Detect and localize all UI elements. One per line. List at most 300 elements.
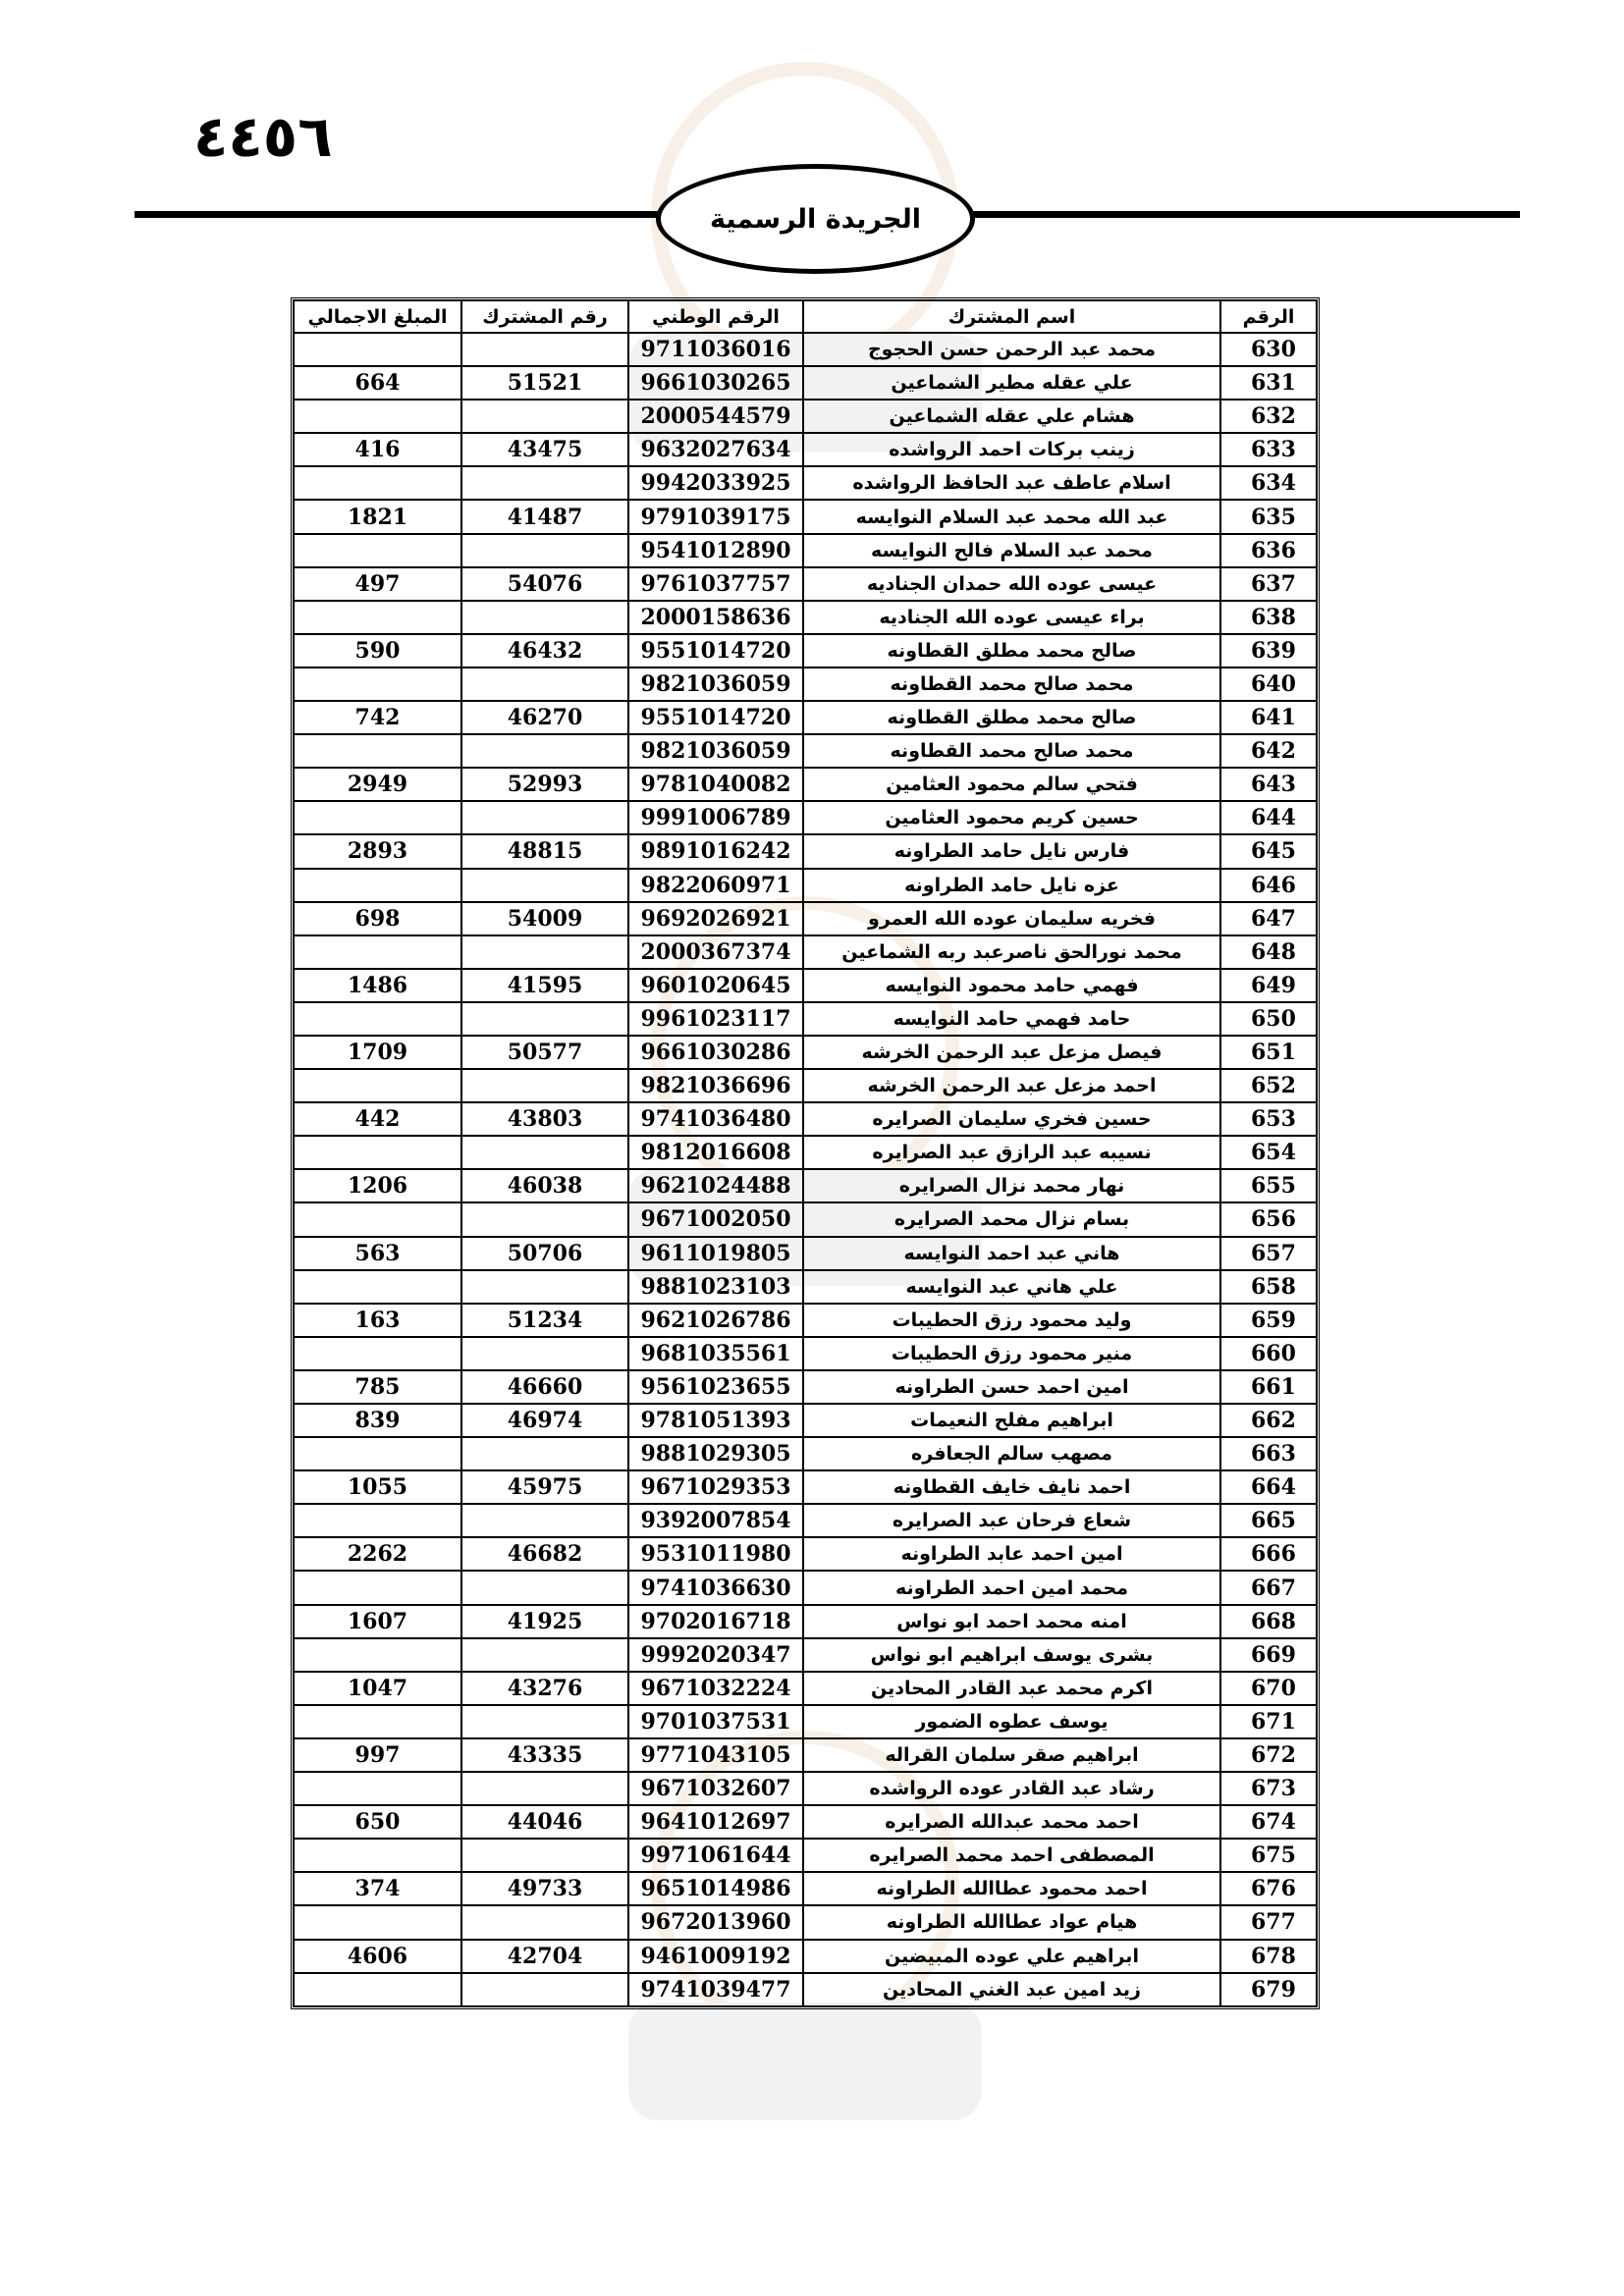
cell-national-id: 9551014720 <box>628 701 803 734</box>
cell-no: 642 <box>1220 734 1317 768</box>
cell-national-id: 9821036059 <box>628 667 803 701</box>
cell-national-id: 9672013960 <box>628 1905 803 1939</box>
table-row <box>294 1370 1317 1404</box>
cell-subscriber-no <box>461 1571 628 1604</box>
cell-no: 643 <box>1220 768 1317 801</box>
cell-name: فهمي حامد محمود النوايسه <box>803 969 1220 1002</box>
cell-no: 666 <box>1220 1537 1317 1571</box>
cell-name: عبد الله محمد عبد السلام النوايسه <box>803 500 1220 533</box>
cell-total-amount: 163 <box>294 1304 461 1337</box>
cell-subscriber-no: 41595 <box>461 969 628 1002</box>
cell-name: رشاد عبد القادر عوده الرواشده <box>803 1772 1220 1805</box>
cell-no: 665 <box>1220 1504 1317 1537</box>
cell-no: 651 <box>1220 1036 1317 1069</box>
cell-national-id: 9992020347 <box>628 1638 803 1672</box>
cell-national-id: 9551014720 <box>628 634 803 667</box>
table-row <box>294 1872 1317 1905</box>
table-row <box>294 801 1317 834</box>
cell-total-amount <box>294 1638 461 1672</box>
cell-no: 634 <box>1220 466 1317 500</box>
cell-national-id: 9671032607 <box>628 1772 803 1805</box>
cell-no: 649 <box>1220 969 1317 1002</box>
table-row <box>294 1772 1317 1805</box>
cell-name: علي عقله مطير الشماعين <box>803 366 1220 400</box>
cell-national-id: 9671029353 <box>628 1470 803 1504</box>
cell-total-amount <box>294 1504 461 1537</box>
gazette-title: الجريدة الرسمية <box>710 203 921 235</box>
cell-subscriber-no: 46974 <box>461 1404 628 1437</box>
cell-national-id: 9791039175 <box>628 500 803 533</box>
table-row <box>294 1504 1317 1537</box>
cell-national-id: 9641012697 <box>628 1805 803 1839</box>
table-row <box>294 667 1317 701</box>
cell-total-amount <box>294 1437 461 1470</box>
cell-subscriber-no <box>461 801 628 834</box>
cell-national-id: 9651014986 <box>628 1872 803 1905</box>
cell-name: وليد محمود رزق الحطيبات <box>803 1304 1220 1337</box>
cell-name: ابراهيم صقر سلمان القراله <box>803 1738 1220 1772</box>
cell-subscriber-no <box>461 1270 628 1304</box>
cell-national-id: 9711036016 <box>628 333 803 366</box>
cell-no: 657 <box>1220 1237 1317 1270</box>
table-row <box>294 1270 1317 1304</box>
table-row <box>294 734 1317 768</box>
table-row <box>294 969 1317 1002</box>
cell-name: فيصل مزعل عبد الرحمن الخرشه <box>803 1036 1220 1069</box>
header-total-amount: المبلغ الاجمالي <box>294 300 461 333</box>
cell-subscriber-no <box>461 935 628 969</box>
cell-name: براء عيسى عوده الله الجناديه <box>803 601 1220 634</box>
cell-total-amount: 698 <box>294 902 461 935</box>
table-row <box>294 1905 1317 1939</box>
table-row <box>294 1571 1317 1604</box>
cell-name: فخريه سليمان عوده الله العمرو <box>803 902 1220 935</box>
cell-no: 630 <box>1220 333 1317 366</box>
table-row <box>294 935 1317 969</box>
cell-name: اكرم محمد عبد القادر المحادين <box>803 1672 1220 1705</box>
cell-name: محمد عبد السلام فالح النوايسه <box>803 534 1220 567</box>
cell-no: 632 <box>1220 400 1317 433</box>
cell-subscriber-no <box>461 1705 628 1738</box>
cell-total-amount <box>294 734 461 768</box>
subscribers-table-wrap <box>291 297 1314 2009</box>
cell-total-amount <box>294 869 461 902</box>
cell-no: 638 <box>1220 601 1317 634</box>
cell-subscriber-no: 49733 <box>461 1872 628 1905</box>
cell-no: 679 <box>1220 1973 1317 2006</box>
cell-name: عزه نايل حامد الطراونه <box>803 869 1220 902</box>
cell-national-id: 9891016242 <box>628 834 803 868</box>
cell-name: احمد نايف خايف القطاونه <box>803 1470 1220 1504</box>
cell-subscriber-no: 46270 <box>461 701 628 734</box>
cell-name: مصهب سالم الجعافره <box>803 1437 1220 1470</box>
table-row <box>294 1738 1317 1772</box>
cell-no: 677 <box>1220 1905 1317 1939</box>
cell-subscriber-no <box>461 667 628 701</box>
cell-national-id: 9961023117 <box>628 1002 803 1036</box>
cell-name: ابراهيم مفلح النعيمات <box>803 1404 1220 1437</box>
cell-total-amount <box>294 935 461 969</box>
cell-national-id: 9541012890 <box>628 534 803 567</box>
cell-national-id: 9781051393 <box>628 1404 803 1437</box>
cell-name: محمد نورالحق ناصرعبد ربه الشماعين <box>803 935 1220 969</box>
cell-national-id: 9771043105 <box>628 1738 803 1772</box>
cell-national-id: 9991006789 <box>628 801 803 834</box>
cell-subscriber-no <box>461 1772 628 1805</box>
cell-no: 672 <box>1220 1738 1317 1772</box>
cell-national-id: 9822060971 <box>628 869 803 902</box>
cell-national-id: 9821036696 <box>628 1069 803 1102</box>
cell-national-id: 9761037757 <box>628 567 803 601</box>
table-row <box>294 1638 1317 1672</box>
cell-total-amount <box>294 1839 461 1872</box>
cell-no: 631 <box>1220 366 1317 400</box>
table-row <box>294 400 1317 433</box>
cell-no: 671 <box>1220 1705 1317 1738</box>
cell-total-amount: 785 <box>294 1370 461 1404</box>
table-row <box>294 500 1317 533</box>
cell-total-amount: 1486 <box>294 969 461 1002</box>
table-row <box>294 634 1317 667</box>
cell-name: احمد محمد عبدالله الصرايره <box>803 1805 1220 1839</box>
cell-total-amount <box>294 1772 461 1805</box>
cell-no: 659 <box>1220 1304 1317 1337</box>
cell-subscriber-no: 51521 <box>461 366 628 400</box>
cell-subscriber-no: 50577 <box>461 1036 628 1069</box>
cell-subscriber-no: 44046 <box>461 1805 628 1839</box>
cell-name: منير محمود رزق الحطيبات <box>803 1337 1220 1370</box>
cell-no: 645 <box>1220 834 1317 868</box>
cell-total-amount <box>294 333 461 366</box>
cell-total-amount: 1821 <box>294 500 461 533</box>
cell-total-amount: 442 <box>294 1102 461 1136</box>
cell-national-id: 9692026921 <box>628 902 803 935</box>
table-header-row <box>294 300 1317 333</box>
table-row <box>294 1805 1317 1839</box>
header-subscriber-no: رقم المشترك <box>461 300 628 333</box>
cell-subscriber-no: 52993 <box>461 768 628 801</box>
header-oval <box>656 164 975 274</box>
cell-subscriber-no <box>461 1202 628 1236</box>
table-row <box>294 1839 1317 1872</box>
table-row <box>294 1136 1317 1169</box>
cell-subscriber-no: 54076 <box>461 567 628 601</box>
cell-national-id: 9881023103 <box>628 1270 803 1304</box>
cell-national-id: 9661030265 <box>628 366 803 400</box>
cell-national-id: 9611019805 <box>628 1237 803 1270</box>
table-row <box>294 1404 1317 1437</box>
cell-total-amount <box>294 667 461 701</box>
cell-name: محمد صالح محمد القطاونه <box>803 734 1220 768</box>
table-row <box>294 1470 1317 1504</box>
cell-name: زيد امين عبد الغني المحادين <box>803 1973 1220 2006</box>
cell-no: 662 <box>1220 1404 1317 1437</box>
cell-national-id: 9821036059 <box>628 734 803 768</box>
cell-no: 655 <box>1220 1169 1317 1202</box>
cell-national-id: 2000544579 <box>628 400 803 433</box>
cell-national-id: 9702016718 <box>628 1605 803 1638</box>
cell-national-id: 9781040082 <box>628 768 803 801</box>
cell-total-amount: 2893 <box>294 834 461 868</box>
cell-total-amount: 650 <box>294 1805 461 1839</box>
cell-national-id: 9561023655 <box>628 1370 803 1404</box>
cell-name: محمد صالح محمد القطاونه <box>803 667 1220 701</box>
cell-total-amount: 2262 <box>294 1537 461 1571</box>
table-row <box>294 366 1317 400</box>
cell-no: 647 <box>1220 902 1317 935</box>
cell-total-amount <box>294 466 461 500</box>
cell-total-amount: 839 <box>294 1404 461 1437</box>
cell-national-id: 9392007854 <box>628 1504 803 1537</box>
cell-total-amount: 997 <box>294 1738 461 1772</box>
cell-no: 633 <box>1220 433 1317 466</box>
cell-no: 650 <box>1220 1002 1317 1036</box>
cell-name: يوسف عطوه الضمور <box>803 1705 1220 1738</box>
cell-no: 653 <box>1220 1102 1317 1136</box>
cell-name: زينب بركات احمد الرواشده <box>803 433 1220 466</box>
cell-subscriber-no: 45975 <box>461 1470 628 1504</box>
cell-total-amount <box>294 534 461 567</box>
cell-total-amount: 497 <box>294 567 461 601</box>
cell-name: فارس نايل حامد الطراونه <box>803 834 1220 868</box>
cell-total-amount <box>294 1002 461 1036</box>
cell-name: هيام عواد عطاالله الطراونه <box>803 1905 1220 1939</box>
cell-no: 644 <box>1220 801 1317 834</box>
table-row <box>294 1605 1317 1638</box>
cell-national-id: 9601020645 <box>628 969 803 1002</box>
cell-national-id: 2000367374 <box>628 935 803 969</box>
cell-no: 668 <box>1220 1605 1317 1638</box>
cell-subscriber-no: 46682 <box>461 1537 628 1571</box>
header-no: الرقم <box>1220 300 1317 333</box>
cell-total-amount <box>294 1905 461 1939</box>
cell-total-amount: 1709 <box>294 1036 461 1069</box>
cell-subscriber-no: 51234 <box>461 1304 628 1337</box>
cell-name: بسام نزال محمد الصرايره <box>803 1202 1220 1236</box>
cell-subscriber-no: 46660 <box>461 1370 628 1404</box>
cell-subscriber-no <box>461 1638 628 1672</box>
table-row <box>294 1705 1317 1738</box>
cell-name: اسلام عاطف عبد الحافظ الرواشده <box>803 466 1220 500</box>
cell-subscriber-no <box>461 400 628 433</box>
cell-no: 664 <box>1220 1470 1317 1504</box>
table-row <box>294 1537 1317 1571</box>
table-row <box>294 1940 1317 1973</box>
table-row <box>294 834 1317 868</box>
cell-no: 648 <box>1220 935 1317 969</box>
cell-subscriber-no: 43803 <box>461 1102 628 1136</box>
cell-name: احمد محمود عطاالله الطراونه <box>803 1872 1220 1905</box>
table-row <box>294 1202 1317 1236</box>
table-row <box>294 902 1317 935</box>
cell-total-amount: 1047 <box>294 1672 461 1705</box>
cell-name: صالح محمد مطلق القطاونه <box>803 634 1220 667</box>
table-row <box>294 1169 1317 1202</box>
cell-subscriber-no <box>461 734 628 768</box>
table-row <box>294 1672 1317 1705</box>
cell-no: 654 <box>1220 1136 1317 1169</box>
table-row <box>294 1973 1317 2006</box>
cell-subscriber-no <box>461 601 628 634</box>
cell-name: هاني عبد احمد النوايسه <box>803 1237 1220 1270</box>
cell-total-amount <box>294 1337 461 1370</box>
cell-no: 639 <box>1220 634 1317 667</box>
cell-national-id: 9942033925 <box>628 466 803 500</box>
cell-no: 661 <box>1220 1370 1317 1404</box>
table-row <box>294 433 1317 466</box>
cell-name: امين احمد عابد الطراونه <box>803 1537 1220 1571</box>
cell-total-amount: 416 <box>294 433 461 466</box>
cell-subscriber-no <box>461 534 628 567</box>
cell-subscriber-no: 46038 <box>461 1169 628 1202</box>
cell-national-id: 2000158636 <box>628 601 803 634</box>
cell-name: امنه محمد احمد ابو نواس <box>803 1605 1220 1638</box>
table-row <box>294 869 1317 902</box>
cell-total-amount <box>294 601 461 634</box>
cell-total-amount <box>294 1973 461 2006</box>
cell-name: فتحي سالم محمود العثامين <box>803 768 1220 801</box>
cell-national-id: 9661030286 <box>628 1036 803 1069</box>
cell-national-id: 9881029305 <box>628 1437 803 1470</box>
cell-subscriber-no <box>461 333 628 366</box>
table-row <box>294 1437 1317 1470</box>
cell-subscriber-no: 43475 <box>461 433 628 466</box>
cell-total-amount <box>294 1270 461 1304</box>
cell-subscriber-no <box>461 1069 628 1102</box>
table-row <box>294 768 1317 801</box>
cell-no: 646 <box>1220 869 1317 902</box>
cell-no: 674 <box>1220 1805 1317 1839</box>
cell-no: 658 <box>1220 1270 1317 1304</box>
cell-name: محمد عبد الرحمن حسن الحجوج <box>803 333 1220 366</box>
cell-total-amount: 664 <box>294 366 461 400</box>
table-row <box>294 1337 1317 1370</box>
cell-subscriber-no <box>461 1136 628 1169</box>
table-row <box>294 466 1317 500</box>
cell-national-id: 9741036630 <box>628 1571 803 1604</box>
cell-total-amount <box>294 801 461 834</box>
cell-subscriber-no <box>461 1337 628 1370</box>
cell-total-amount: 563 <box>294 1237 461 1270</box>
header-national-id: الرقم الوطني <box>628 300 803 333</box>
cell-total-amount: 1206 <box>294 1169 461 1202</box>
cell-national-id: 9531011980 <box>628 1537 803 1571</box>
subscribers-table <box>291 297 1320 2009</box>
header-name: اسم المشترك <box>803 300 1220 333</box>
cell-total-amount: 590 <box>294 634 461 667</box>
cell-no: 675 <box>1220 1839 1317 1872</box>
table-row <box>294 1069 1317 1102</box>
cell-subscriber-no <box>461 1437 628 1470</box>
cell-total-amount <box>294 1705 461 1738</box>
table-row <box>294 534 1317 567</box>
cell-national-id: 9461009192 <box>628 1940 803 1973</box>
cell-national-id: 9741039477 <box>628 1973 803 2006</box>
cell-no: 637 <box>1220 567 1317 601</box>
cell-no: 670 <box>1220 1672 1317 1705</box>
cell-name: ابراهيم علي عوده المبيضين <box>803 1940 1220 1973</box>
page-number: ٤٤٥٦ <box>193 103 333 170</box>
cell-national-id: 9812016608 <box>628 1136 803 1169</box>
cell-no: 678 <box>1220 1940 1317 1973</box>
cell-total-amount <box>294 1202 461 1236</box>
table-row <box>294 1237 1317 1270</box>
cell-total-amount <box>294 1571 461 1604</box>
cell-name: نسيبه عبد الرازق عبد الصرايره <box>803 1136 1220 1169</box>
cell-name: حامد فهمي حامد النوايسه <box>803 1002 1220 1036</box>
table-row <box>294 567 1317 601</box>
cell-total-amount: 2949 <box>294 768 461 801</box>
cell-no: 641 <box>1220 701 1317 734</box>
cell-subscriber-no <box>461 1973 628 2006</box>
cell-total-amount <box>294 400 461 433</box>
table-row <box>294 1102 1317 1136</box>
cell-no: 640 <box>1220 667 1317 701</box>
cell-national-id: 9621026786 <box>628 1304 803 1337</box>
cell-total-amount <box>294 1136 461 1169</box>
cell-subscriber-no: 41925 <box>461 1605 628 1638</box>
cell-subscriber-no: 43276 <box>461 1672 628 1705</box>
cell-no: 673 <box>1220 1772 1317 1805</box>
cell-name: صالح محمد مطلق القطاونه <box>803 701 1220 734</box>
cell-no: 635 <box>1220 500 1317 533</box>
table-row <box>294 601 1317 634</box>
cell-no: 656 <box>1220 1202 1317 1236</box>
table-row <box>294 333 1317 366</box>
cell-name: نهار محمد نزال الصرايره <box>803 1169 1220 1202</box>
cell-no: 652 <box>1220 1069 1317 1102</box>
cell-subscriber-no <box>461 869 628 902</box>
table-row <box>294 1036 1317 1069</box>
table-body <box>294 333 1317 2006</box>
cell-subscriber-no: 41487 <box>461 500 628 533</box>
cell-subscriber-no <box>461 1905 628 1939</box>
cell-name: هشام علي عقله الشماعين <box>803 400 1220 433</box>
cell-subscriber-no: 50706 <box>461 1237 628 1270</box>
cell-total-amount: 374 <box>294 1872 461 1905</box>
table-row <box>294 701 1317 734</box>
cell-name: شعاع فرحان عبد الصرايره <box>803 1504 1220 1537</box>
cell-total-amount: 742 <box>294 701 461 734</box>
cell-no: 676 <box>1220 1872 1317 1905</box>
cell-subscriber-no: 42704 <box>461 1940 628 1973</box>
table-row <box>294 1304 1317 1337</box>
cell-name: المصطفى احمد محمد الصرايره <box>803 1839 1220 1872</box>
cell-name: محمد امين احمد الطراونه <box>803 1571 1220 1604</box>
cell-total-amount <box>294 1069 461 1102</box>
table-row <box>294 1002 1317 1036</box>
cell-no: 663 <box>1220 1437 1317 1470</box>
cell-national-id: 9741036480 <box>628 1102 803 1136</box>
cell-subscriber-no <box>461 1839 628 1872</box>
cell-national-id: 9671032224 <box>628 1672 803 1705</box>
cell-name: بشرى يوسف ابراهيم ابو نواس <box>803 1638 1220 1672</box>
cell-subscriber-no: 48815 <box>461 834 628 868</box>
cell-subscriber-no <box>461 1002 628 1036</box>
cell-subscriber-no: 46432 <box>461 634 628 667</box>
cell-no: 636 <box>1220 534 1317 567</box>
cell-subscriber-no <box>461 1504 628 1537</box>
cell-no: 669 <box>1220 1638 1317 1672</box>
cell-national-id: 9632027634 <box>628 433 803 466</box>
cell-name: علي هاني عبد النوايسه <box>803 1270 1220 1304</box>
cell-no: 667 <box>1220 1571 1317 1604</box>
cell-name: امين احمد حسن الطراونه <box>803 1370 1220 1404</box>
cell-subscriber-no <box>461 466 628 500</box>
cell-subscriber-no: 54009 <box>461 902 628 935</box>
cell-national-id: 9621024488 <box>628 1169 803 1202</box>
cell-national-id: 9681035561 <box>628 1337 803 1370</box>
